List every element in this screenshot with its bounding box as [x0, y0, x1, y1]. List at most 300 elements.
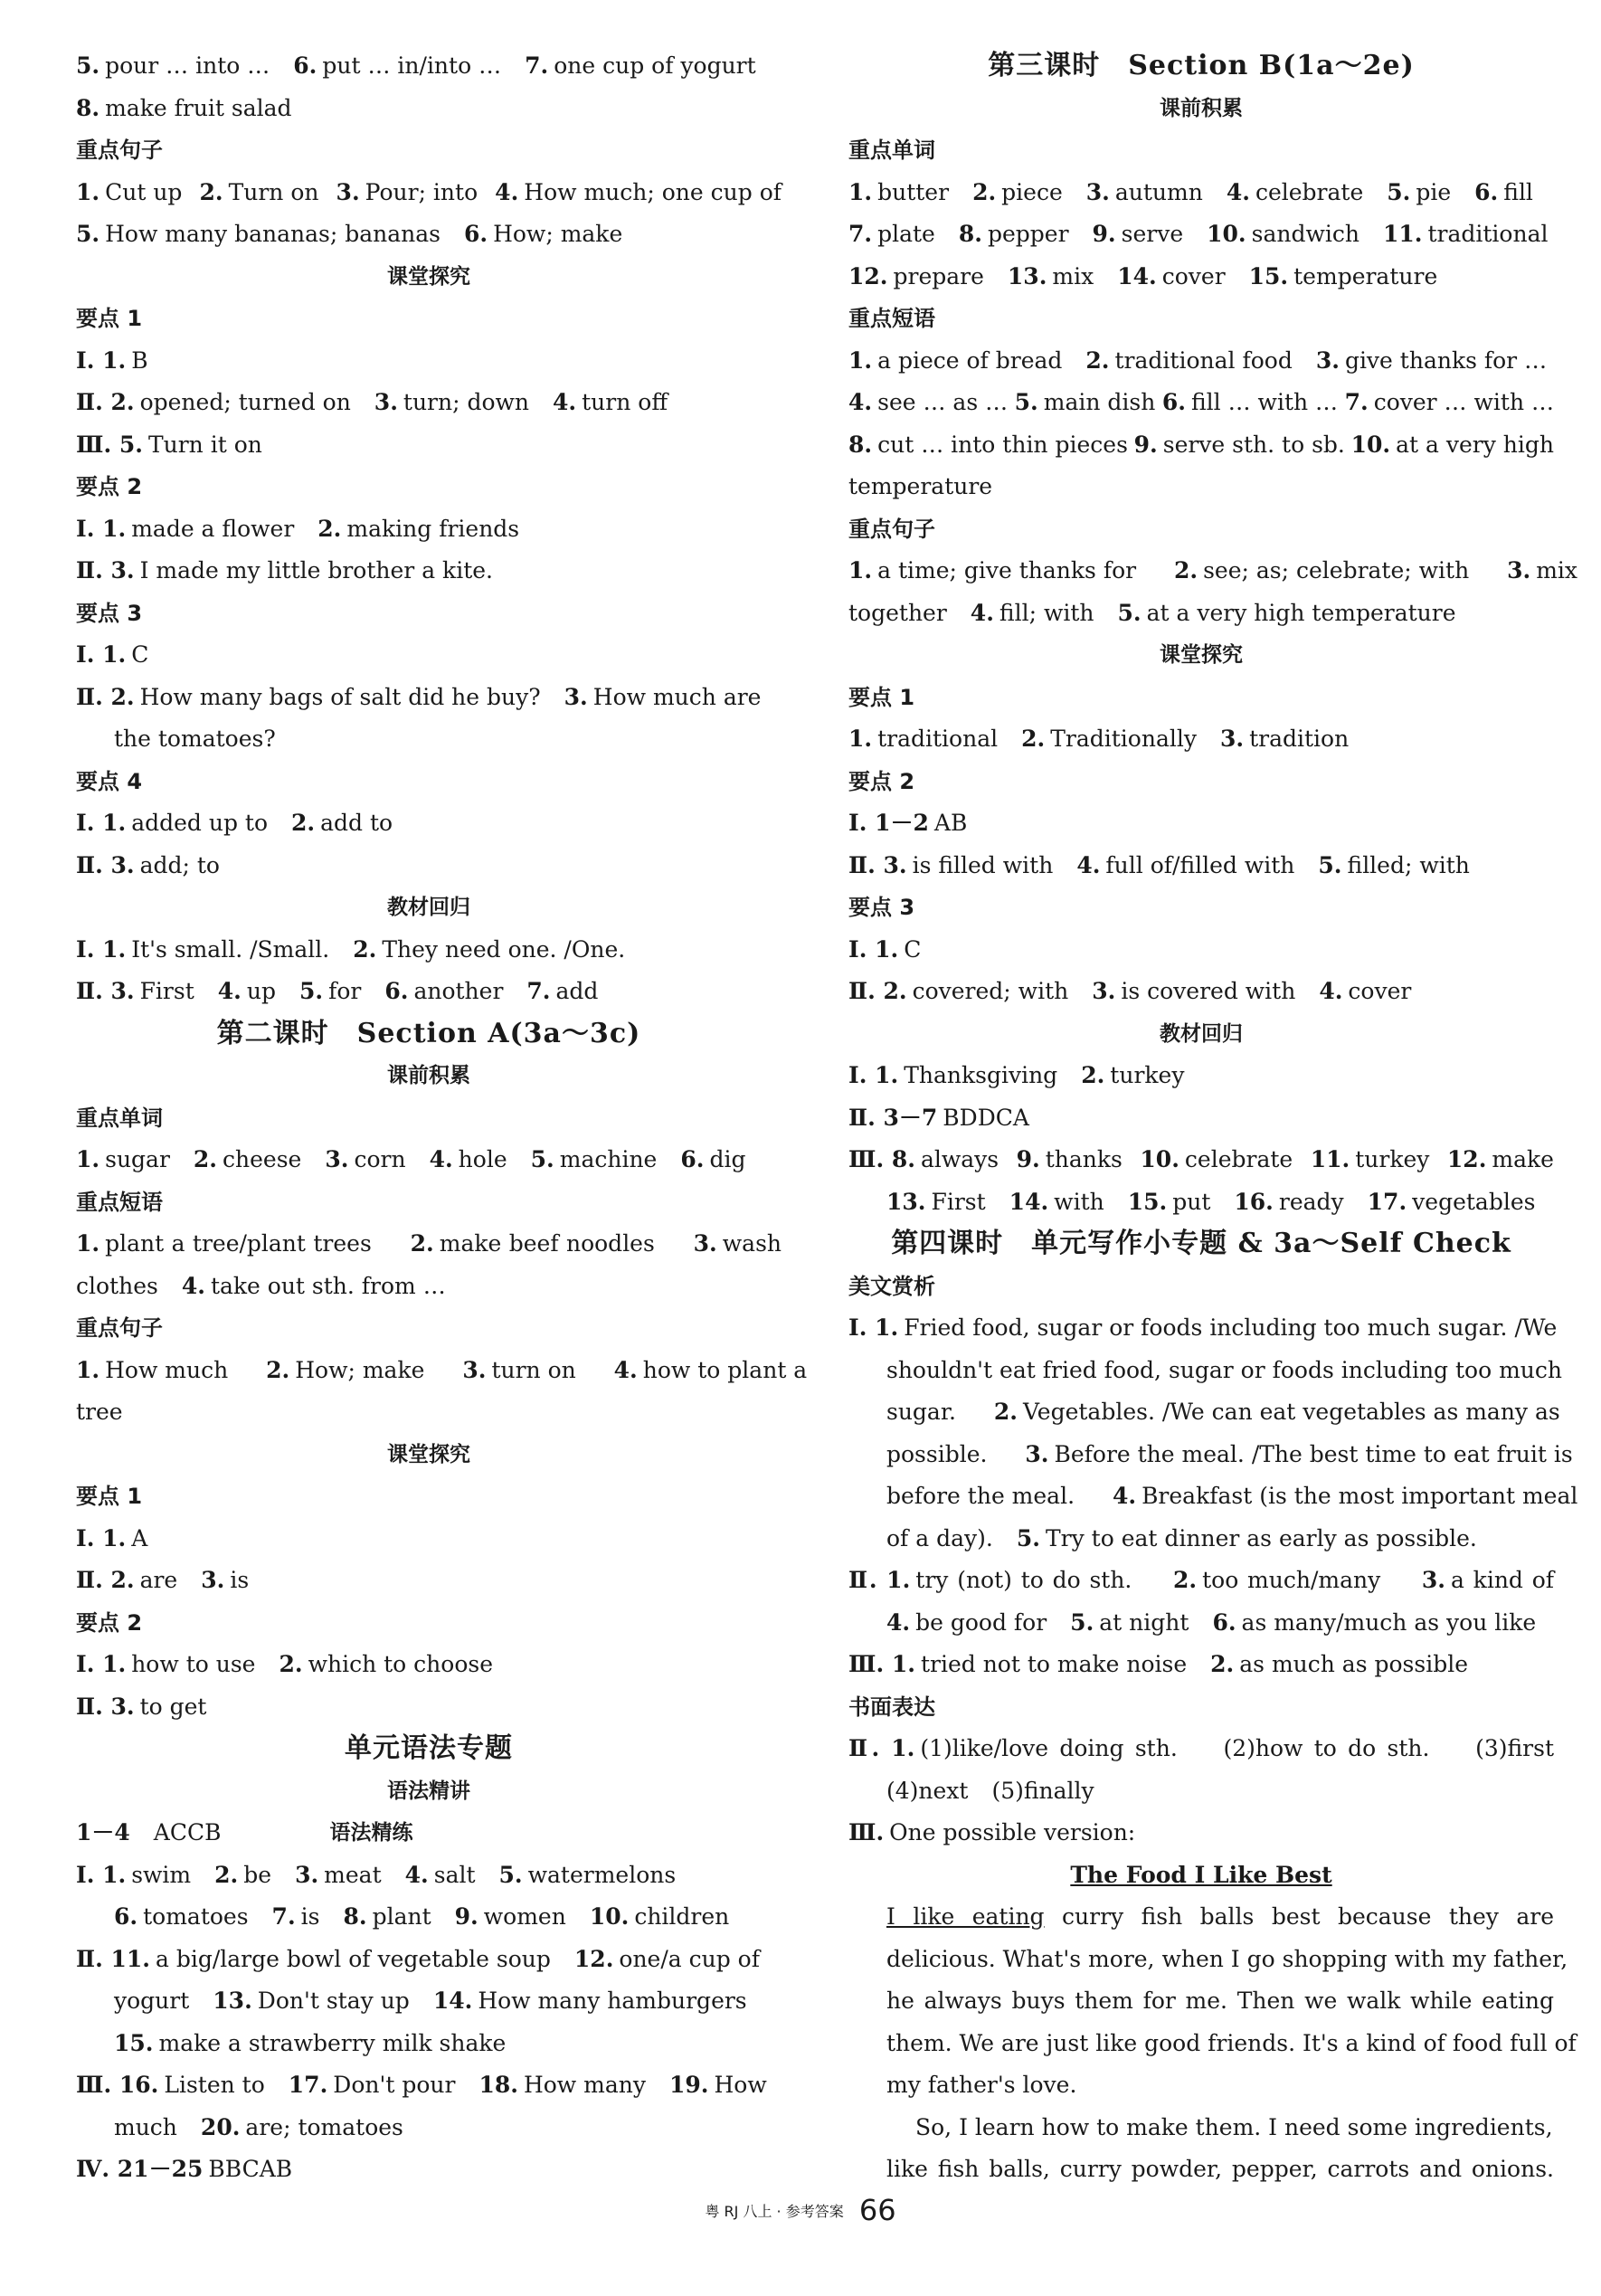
item-number: 13.: [213, 1988, 252, 2014]
item-number: 17.: [288, 2072, 328, 2098]
item-answer: sugar: [105, 1146, 170, 1172]
item-answer: prepare: [893, 262, 984, 289]
item-number: 2.: [1173, 557, 1198, 583]
item-number: 3.: [295, 1861, 319, 1888]
item-number: Ⅱ. 2.: [76, 389, 135, 415]
item-number: Ⅲ. 8.: [848, 1146, 915, 1172]
item-answer: he always buys them for me. Then we walk while eating: [886, 1988, 1554, 2014]
subheading-text: 课堂探究: [387, 264, 470, 289]
answer-line: [848, 1560, 1554, 1602]
item-number: 10.: [1207, 221, 1246, 247]
item-number: Ⅱ. 3.: [76, 978, 135, 1004]
answer-line: [76, 1391, 782, 1434]
heading-text: 要点 1: [76, 1484, 143, 1509]
item-number: 5.: [1014, 389, 1038, 415]
subsection-heading: [848, 634, 1554, 677]
item-number: 5.: [1117, 599, 1142, 626]
item-answer: which to choose: [308, 1651, 494, 1677]
subheading-text: 课堂探究: [1160, 643, 1243, 667]
item-answer: at night: [1099, 1608, 1189, 1636]
item-answer: traditional: [1427, 221, 1549, 247]
item-answer: Turn it on: [147, 431, 262, 458]
lesson-title: [76, 1013, 782, 1056]
item-number: 3.: [201, 1567, 225, 1593]
item-answer: BDDCA: [943, 1104, 1029, 1131]
justified-line: [886, 1475, 1578, 1518]
item-number: 16.: [1234, 1188, 1274, 1215]
answer-line: [848, 1939, 1568, 1981]
heading-text: 重点句子: [76, 138, 163, 163]
item-answer: make fruit salad: [105, 94, 292, 121]
heading-text: 要点 1: [76, 306, 143, 331]
item-number: 2.: [1081, 1062, 1105, 1088]
item-number: 4.: [181, 1272, 205, 1299]
section-heading: [76, 1181, 782, 1224]
heading-text: 要点 2: [76, 474, 143, 499]
item-answer: take out sth. from …: [210, 1272, 446, 1299]
answer-line: [76, 2064, 782, 2107]
item-answer: possible.: [886, 1440, 988, 1467]
item-number: 2.: [353, 935, 377, 963]
item-answer: serve sth. to sb.: [1162, 431, 1345, 458]
item-answer: are: [139, 1567, 178, 1593]
page-footer: [0, 2193, 1601, 2227]
item-number: 3.: [462, 1356, 487, 1383]
item-number: 1.: [76, 1230, 100, 1257]
item-number: 5.: [1387, 178, 1411, 205]
item-answer: another: [413, 978, 504, 1004]
item-number: 1.: [848, 178, 873, 205]
item-answer: (3)first: [1475, 1735, 1555, 1761]
item-number: 3.: [1219, 726, 1245, 752]
section-heading: [76, 1307, 782, 1350]
heading-text: 重点句子: [76, 1315, 163, 1341]
item-answer: opened; turned on: [139, 389, 351, 415]
item-answer: pepper: [987, 221, 1069, 247]
answer-line: [76, 971, 782, 1013]
item-answer: put … in/into …: [322, 52, 502, 79]
justified-line: [886, 1939, 1568, 1981]
item-number: 2.: [1085, 346, 1110, 374]
item-answer: at a very high: [1396, 431, 1554, 458]
justified-line: [886, 1434, 1573, 1476]
answer-line: [76, 1812, 782, 1855]
item-answer: as much as possible: [1239, 1651, 1468, 1677]
item-number: 5.: [1318, 851, 1342, 878]
item-number: Ⅰ. 1.: [76, 810, 127, 836]
answer-line: [76, 2149, 782, 2191]
section-heading: [76, 1097, 782, 1140]
item-number: Ⅲ. 5.: [76, 431, 143, 458]
item-answer: together: [848, 599, 947, 626]
item-answer: how to plant a: [642, 1356, 808, 1383]
item-answer: plant a tree/plant trees: [105, 1230, 372, 1257]
item-number: 4.: [495, 178, 519, 205]
item-answer: as many/much as you like: [1241, 1608, 1537, 1636]
item-number: 1.: [76, 178, 100, 205]
lesson-title-text: 第二课时 Section A(3a～3c): [216, 1017, 641, 1049]
answer-line: [76, 1266, 782, 1308]
item-number: 6.: [384, 978, 409, 1004]
item-number: Ⅱ. 3.: [76, 851, 135, 878]
section-heading: [76, 593, 782, 635]
answer-line: [848, 845, 1554, 887]
answer-line: [848, 424, 1554, 467]
justified-line: [848, 550, 1578, 593]
item-answer: How: [714, 2072, 767, 2098]
answer-line: [76, 634, 782, 677]
item-answer: BBCAB: [208, 2156, 293, 2182]
section-heading: [848, 761, 1554, 803]
item-number: 3.: [325, 1146, 349, 1172]
answer-line: [76, 1855, 782, 1897]
item-number: 1.: [76, 1356, 100, 1383]
item-answer: They need one. /One.: [382, 935, 626, 963]
item-answer: (2)how to do sth.: [1223, 1735, 1430, 1761]
answer-line: [848, 718, 1554, 761]
heading-text: 重点短语: [76, 1189, 163, 1215]
subheading-text: 语法精讲: [387, 1779, 470, 1803]
item-answer: full of/filled with: [1105, 851, 1295, 878]
heading-text: 重点短语: [848, 306, 935, 331]
item-number: 7.: [1344, 389, 1369, 415]
item-number: 1.: [848, 726, 873, 752]
answer-line: [848, 1728, 1554, 1770]
item-number: 2.: [279, 1651, 303, 1677]
item-number: Ⅰ. 1.: [76, 1651, 127, 1677]
item-number: Ⅰ. 1.: [76, 1524, 127, 1551]
item-number: 5.: [1016, 1524, 1040, 1551]
item-answer: covered; with: [912, 978, 1069, 1004]
item-number: 10.: [589, 1903, 630, 1930]
answer-line: [76, 845, 782, 887]
item-answer: is: [230, 1567, 250, 1593]
item-number: 6.: [1161, 389, 1186, 415]
item-answer: Before the meal. /The best time to eat fruit is: [1054, 1440, 1573, 1467]
answer-line: [848, 1602, 1554, 1645]
item-number: 10.: [1350, 431, 1391, 458]
item-answer: tradition: [1249, 726, 1350, 752]
answer-line: [848, 382, 1554, 424]
item-answer: watermelons: [527, 1861, 677, 1888]
heading-text: 要点 3: [848, 895, 915, 920]
item-answer: First: [139, 978, 194, 1004]
item-number: 2.: [1210, 1651, 1235, 1677]
item-answer: One possible version:: [889, 1819, 1136, 1845]
item-answer: Breakfast (is the most important meal: [1142, 1483, 1578, 1509]
section-heading: [848, 677, 1554, 719]
heading-text: 要点 2: [848, 768, 915, 794]
item-answer: autumn: [1114, 178, 1203, 205]
item-answer: Listen to: [164, 2072, 265, 2098]
lesson-title-text: 单元语法专题: [345, 1732, 513, 1764]
item-answer: too much/many: [1202, 1567, 1381, 1593]
item-answer: cut … into thin pieces: [877, 431, 1128, 458]
item-number: Ⅰ. 1.: [76, 515, 127, 542]
answer-line: [848, 466, 1554, 508]
item-answer: tomatoes: [143, 1903, 249, 1930]
answer-line: [76, 1223, 782, 1266]
answer-line: [848, 1980, 1554, 2023]
item-number: Ⅱ. 1.: [848, 1735, 915, 1761]
item-answer: fill: [1503, 178, 1533, 205]
item-answer: main dish: [1043, 389, 1156, 415]
item-number: 13.: [1007, 262, 1047, 289]
justified-line: [848, 1560, 1554, 1602]
item-answer: swim: [131, 1861, 192, 1888]
answer-line: [848, 1055, 1554, 1097]
section-heading: [848, 887, 1554, 929]
item-answer: AB: [933, 810, 968, 836]
essay-title: [848, 1855, 1554, 1897]
item-number: 6.: [114, 1903, 138, 1930]
lesson-title: [848, 45, 1554, 88]
item-answer: sugar.: [886, 1399, 956, 1425]
answer-line: [848, 2064, 1554, 2107]
item-number: 3.: [1507, 557, 1531, 583]
justified-line: [886, 2149, 1554, 2191]
item-number: 5.: [1070, 1608, 1094, 1636]
item-number: 11.: [1382, 221, 1423, 247]
item-answer: how to use: [131, 1651, 256, 1677]
subheading-text: 课前积累: [387, 1064, 470, 1087]
item-number: 2.: [410, 1230, 434, 1257]
subsection-heading: [76, 1770, 782, 1813]
item-number: 5.: [76, 52, 100, 79]
item-answer: a time; give thanks for: [877, 557, 1137, 583]
answer-line: [76, 172, 782, 214]
item-number: 2.: [993, 1399, 1018, 1425]
answer-line: [76, 2107, 782, 2149]
item-answer: Try to eat dinner as early as possible.: [1045, 1524, 1477, 1551]
item-answer: at a very high temperature: [1146, 599, 1456, 626]
item-answer: corn: [354, 1146, 406, 1172]
item-answer: cheese: [223, 1146, 302, 1172]
item-answer: temperature: [1293, 262, 1438, 289]
answer-line: [76, 1644, 782, 1686]
item-answer: is filled with: [912, 851, 1054, 878]
item-number: 8.: [848, 431, 873, 458]
item-answer: with: [1054, 1188, 1104, 1215]
answer-line: [76, 929, 782, 972]
item-answer: one cup of yogurt: [554, 52, 756, 79]
item-answer: them. We are just like good friends. It's a kind of food full of: [886, 2029, 1577, 2056]
section-heading: [76, 129, 782, 172]
item-answer: How many bananas; bananas: [105, 221, 441, 247]
answer-line: [76, 677, 782, 719]
item-answer: thanks: [1045, 1146, 1123, 1172]
item-number: 3.: [1315, 346, 1340, 374]
item-number: 4.: [1319, 978, 1343, 1004]
item-number: Ⅱ. 3.: [848, 851, 907, 878]
item-number: 20.: [200, 2113, 241, 2140]
item-answer: hole: [458, 1146, 507, 1172]
item-answer: put: [1172, 1188, 1211, 1215]
item-number: 2.: [266, 1356, 290, 1383]
item-answer: is covered with: [1121, 978, 1296, 1004]
answer-line: [848, 1812, 1554, 1855]
item-answer: make: [1492, 1146, 1554, 1172]
item-number: 2.: [193, 1146, 218, 1172]
item-answer: Cut up: [105, 178, 183, 205]
item-answer: a kind of: [1450, 1567, 1555, 1593]
item-number: 12.: [1446, 1146, 1487, 1172]
item-answer: always: [920, 1146, 999, 1172]
item-answer: sandwich: [1251, 221, 1359, 247]
item-number: 6.: [463, 221, 488, 247]
item-answer: temperature: [848, 473, 993, 499]
item-answer: a big/large bowl of vegetable soup: [155, 1945, 551, 1972]
item-answer: cover: [1348, 978, 1412, 1004]
item-answer: is: [300, 1903, 320, 1930]
left-column: [76, 45, 808, 2191]
item-answer: C: [131, 641, 149, 668]
justified-line: [848, 1728, 1554, 1770]
heading-text: 要点 3: [76, 600, 143, 626]
answer-line: [76, 1350, 808, 1392]
lesson-title: [76, 1728, 782, 1770]
answer-line: [848, 1518, 1554, 1561]
answer-line: [76, 718, 782, 761]
item-answer: see … as …: [877, 389, 1009, 415]
item-answer: made a flower: [131, 515, 295, 542]
section-heading: [76, 761, 782, 803]
item-answer: plate: [877, 221, 935, 247]
item-number: 3.: [374, 389, 398, 415]
item-number: Ⅲ.: [848, 1819, 885, 1845]
answer-line: [848, 1644, 1554, 1686]
answer-line: [76, 1518, 782, 1561]
lesson-title: [848, 1223, 1554, 1266]
item-number: 1－4: [76, 1819, 130, 1845]
item-number: 1.: [76, 1146, 100, 1172]
item-answer: celebrate: [1255, 178, 1364, 205]
answer-line: [848, 1139, 1554, 1181]
answer-line: [76, 1686, 782, 1729]
item-number: 4.: [1112, 1483, 1137, 1509]
item-number: 1.: [848, 346, 873, 374]
item-answer: How many: [523, 2072, 646, 2098]
section-heading: [76, 1602, 782, 1645]
answer-line: [848, 1770, 1554, 1813]
item-number: Ⅰ. 1－2: [848, 810, 929, 836]
answer-line: [848, 340, 1554, 383]
item-answer: How many hamburgers: [478, 1988, 747, 2014]
subheading-text: 课堂探究: [387, 1442, 470, 1466]
item-number: Ⅱ. 2.: [76, 683, 135, 710]
item-number: Ⅳ. 21－25: [76, 2156, 204, 2182]
item-answer: I made my little brother a kite.: [139, 557, 493, 583]
answer-line: [76, 1896, 782, 1939]
item-number: 4.: [217, 978, 242, 1004]
item-answer: add: [555, 978, 599, 1004]
heading-text: 重点单词: [848, 138, 935, 163]
answer-line: [76, 382, 782, 424]
item-number: 14.: [432, 1988, 473, 2014]
item-number: 4.: [1076, 851, 1101, 878]
subheading-text: 教材回归: [1160, 1021, 1243, 1046]
item-number: 9.: [1092, 221, 1116, 247]
item-number: 19.: [669, 2072, 709, 2098]
item-answer: add; to: [139, 851, 220, 878]
lesson-title-text: 第三课时 Section B(1a～2e): [988, 50, 1415, 81]
answer-line: [76, 45, 782, 88]
answer-line: [848, 1475, 1578, 1518]
item-number: Ⅲ. 16.: [76, 2072, 159, 2098]
item-answer: traditional food: [1114, 346, 1293, 374]
item-number: 10.: [1140, 1146, 1179, 1172]
item-answer: children: [634, 1903, 730, 1930]
item-answer: Don't pour: [333, 2072, 456, 2098]
subsection-heading: [848, 1013, 1554, 1056]
item-number: Ⅱ. 3－7: [848, 1104, 938, 1131]
item-answer: vegetables: [1412, 1188, 1536, 1215]
item-number: Ⅱ. 1.: [848, 1567, 911, 1593]
section-heading: [76, 298, 782, 340]
section-heading: [848, 508, 1554, 551]
subheading-text: 课前积累: [1160, 96, 1243, 120]
item-number: 15.: [1248, 262, 1289, 289]
item-answer: (4)next: [886, 1777, 969, 1804]
essay-title-text: The Food I Like Best: [1070, 1861, 1332, 1888]
item-number: Ⅱ. 2.: [76, 1567, 135, 1593]
subsection-heading: [76, 887, 782, 929]
answer-line: [848, 802, 1554, 845]
item-number: Ⅱ. 2.: [848, 978, 907, 1004]
item-answer: butter: [877, 178, 950, 205]
item-answer: How much: [105, 1356, 229, 1383]
item-number: 3.: [336, 178, 360, 205]
answer-line: [848, 1350, 1563, 1392]
subsection-heading: [76, 1055, 782, 1097]
item-answer: How many bags of salt did he buy?: [139, 683, 541, 710]
right-column: [848, 45, 1578, 2191]
answer-line: [76, 213, 782, 256]
item-answer: fill … with …: [1190, 389, 1339, 415]
essay-line: [848, 2107, 1554, 2149]
item-answer: serve: [1121, 221, 1184, 247]
item-answer: cover … with …: [1373, 389, 1554, 415]
item-number: 5.: [498, 1861, 523, 1888]
item-number: 7.: [271, 1903, 296, 1930]
subsection-heading: [848, 88, 1554, 130]
item-number: 11.: [1310, 1146, 1350, 1172]
justified-line: [76, 1223, 782, 1266]
item-number: Ⅰ. 1.: [848, 1062, 899, 1088]
justified-line: [848, 1307, 1558, 1350]
item-answer: to get: [139, 1693, 207, 1720]
item-number: Ⅱ. 3.: [76, 557, 135, 583]
item-answer: making friends: [346, 515, 520, 542]
item-number: 3.: [1025, 1440, 1049, 1467]
item-answer: Turn on: [228, 178, 319, 205]
item-answer: ACCB: [153, 1819, 222, 1845]
item-answer: pie: [1416, 178, 1452, 205]
item-number: 17.: [1367, 1188, 1407, 1215]
justified-line: [76, 1350, 808, 1392]
item-number: 4.: [404, 1861, 429, 1888]
item-answer: How much are: [592, 683, 762, 710]
item-number: 12.: [573, 1945, 614, 1972]
item-number: 2.: [972, 178, 997, 205]
section-heading: [76, 1475, 782, 1518]
item-answer: turkey: [1110, 1062, 1185, 1088]
heading-text: 要点 4: [76, 768, 143, 794]
item-number: 6.: [680, 1146, 705, 1172]
item-answer: machine: [559, 1146, 658, 1172]
heading-text: 美文赏析: [848, 1273, 935, 1299]
item-number: 15.: [1127, 1188, 1168, 1215]
